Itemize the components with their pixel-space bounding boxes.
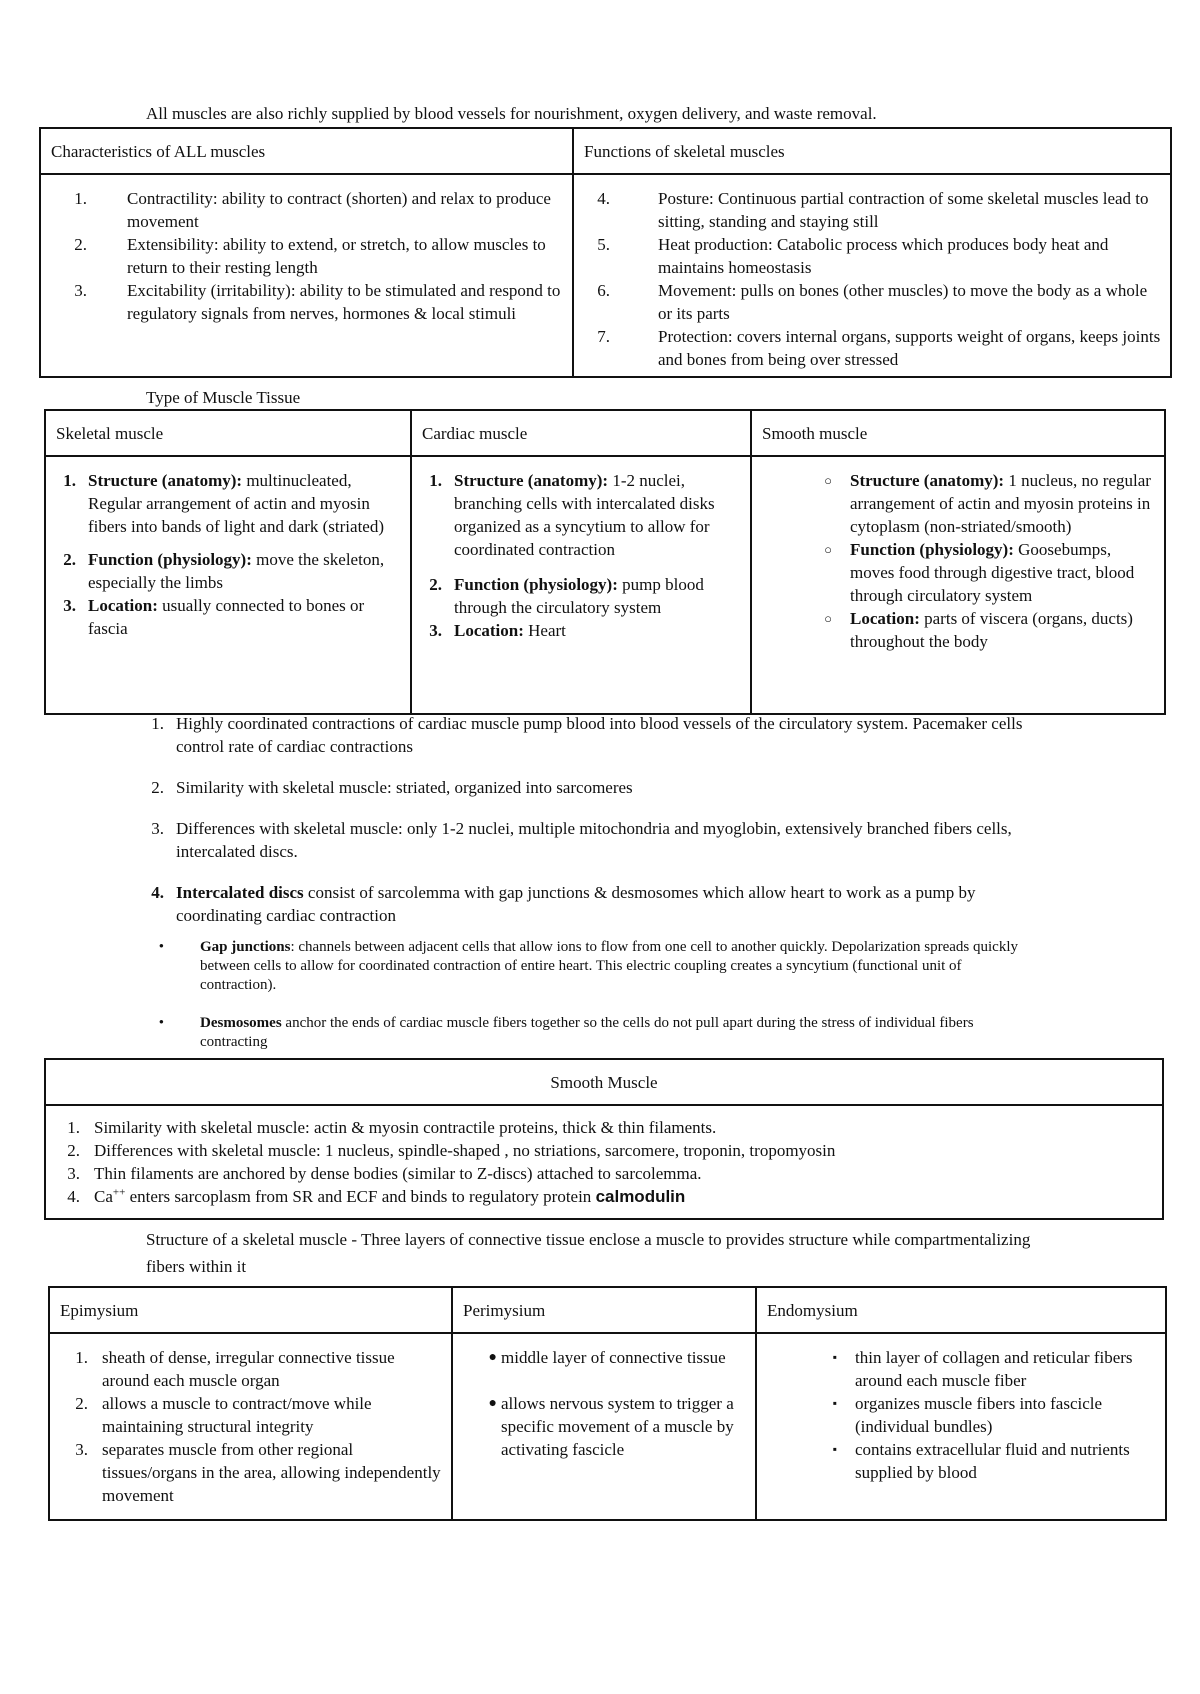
header-characteristics: Characteristics of ALL muscles <box>51 142 266 161</box>
list-item: ▪ contains extracellular fluid and nutrients supplied by blood <box>832 1440 1130 1482</box>
list-item: 3. Differences with skeletal muscle: only 1-2 nuclei, multiple mitochondria and myoglobin, extensively branched fibers cells, intercalated discs. <box>151 819 1012 861</box>
list-item: ○ Location: parts of viscera (organs, ducts) throughout the body <box>824 609 1133 651</box>
intro-text: All muscles are also richly supplied by blood vessels for nourishment, oxygen delivery, and waste removal. <box>146 104 877 123</box>
characteristics-list <box>41 175 572 325</box>
list-item: 1. Structure (anatomy): 1-2 nuclei, branching cells with intercalated disks organized as a syncytium to allow for coordinated contraction <box>429 471 715 559</box>
skeletal-list <box>46 457 410 640</box>
characteristics-functions-table <box>39 127 1172 378</box>
list-item: 2. allows a muscle to contract/move while maintaining structural integrity <box>75 1394 372 1436</box>
header-smooth: Smooth muscle <box>762 424 868 443</box>
perimysium-list <box>453 1334 755 1461</box>
list-item: 3. Excitability (irritability): ability to be stimulated and respond to regulatory signals from nerves, hormones & local stimuli <box>74 281 561 323</box>
list-item: 3. Thin filaments are anchored by dense bodies (similar to Z-discs) attached to sarcolemma. <box>67 1164 702 1183</box>
list-item: ▪ thin layer of collagen and reticular fibers around each muscle fiber <box>832 1348 1133 1390</box>
list-item: 2. Function (physiology): move the skeleton, especially the limbs <box>63 550 385 592</box>
list-item: ● allows nervous system to trigger a specific movement of a muscle by activating fascicle <box>488 1394 734 1459</box>
list-item: 1. Similarity with skeletal muscle: actin & myosin contractile proteins, thick & thin filaments. <box>67 1118 717 1137</box>
list-item: 5. Heat production: Catabolic process which produces body heat and maintains homeostasis <box>597 235 1109 277</box>
list-item: ▪ organizes muscle fibers into fascicle (individual bundles) <box>832 1394 1103 1436</box>
functions-list <box>574 175 1170 371</box>
smooth-muscle-table <box>44 1058 1164 1220</box>
cardiac-list <box>412 457 750 642</box>
list-item: ● middle layer of connective tissue <box>488 1348 726 1367</box>
endomysium-list <box>757 1334 1165 1484</box>
list-item: • Gap junctions: channels between adjacent cells that allow ions to flow from one cell to another quickly. Depolarization spreads quickly between cells to allow for coordinated contraction of entire heart. This electric coupling creates a syncytium (functional unit of contraction). <box>158 939 1018 993</box>
list-item: 2. Function (physiology): pump blood through the circulatory system <box>429 575 704 617</box>
list-item: 2. Similarity with skeletal muscle: striated, organized into sarcomeres <box>151 778 633 797</box>
cardiac-notes-list <box>140 712 1060 927</box>
list-item: 1. Contractility: ability to contract (shorten) and relax to produce movement <box>74 189 551 231</box>
list-item: 7. Protection: covers internal organs, supports weight of organs, keeps joints and bones from being over stressed <box>597 327 1161 369</box>
list-item: 3. separates muscle from other regional tissues/organs in the area, allowing independently movement <box>75 1440 441 1505</box>
list-item: 4. Intercalated discs consist of sarcolemma with gap junctions & desmosomes which allow heart to work as a pump by coordinating cardiac contraction <box>151 883 976 925</box>
list-item: 4. Ca++ enters sarcoplasm from SR and ECF and binds to regulatory protein calmodulin <box>67 1186 686 1206</box>
header-skeletal: Skeletal muscle <box>56 424 164 443</box>
smooth-list <box>752 457 1164 653</box>
list-item: 1. sheath of dense, irregular connective tissue around each muscle organ <box>75 1348 395 1390</box>
list-item: 2. Extensibility: ability to extend, or stretch, to allow muscles to return to their resting length <box>74 235 546 277</box>
header-functions: Functions of skeletal muscles <box>584 142 785 161</box>
epimysium-list <box>50 1334 451 1507</box>
type-of-muscle-heading: Type of Muscle Tissue <box>146 388 301 407</box>
header-endomysium: Endomysium <box>767 1301 858 1320</box>
header-epimysium: Epimysium <box>60 1301 139 1320</box>
list-item: 1. Highly coordinated contractions of cardiac muscle pump blood into blood vessels of the circulatory system. Pacemaker cells control rate of cardiac contractions <box>151 714 1023 756</box>
smooth-muscle-title: Smooth Muscle <box>550 1073 658 1092</box>
header-perimysium: Perimysium <box>463 1301 546 1320</box>
list-item: 3. Location: usually connected to bones or fascia <box>63 596 365 638</box>
list-item: • Desmosomes anchor the ends of cardiac muscle fibers together so the cells do not pull apart during the stress of individual fibers contracting <box>158 1015 974 1050</box>
connective-tissue-table <box>48 1286 1167 1521</box>
structure-heading: Structure of a skeletal muscle - Three layers of connective tissue enclose a muscle to provides structure while compartmentalizing fibers within it <box>146 1230 1031 1276</box>
muscle-tissue-table <box>44 409 1166 715</box>
junction-bullets <box>150 938 1030 1052</box>
list-item: ○ Function (physiology): Goosebumps, moves food through digestive tract, blood through circulatory system <box>824 540 1135 605</box>
list-item: 6. Movement: pulls on bones (other muscles) to move the body as a whole or its parts <box>597 281 1148 323</box>
list-item: 4. Posture: Continuous partial contraction of some skeletal muscles lead to sitting, standing and staying still <box>597 189 1149 231</box>
list-item: 3. Location: Heart <box>429 621 566 640</box>
list-item: ○ Structure (anatomy): 1 nucleus, no regular arrangement of actin and myosin proteins in cytoplasm (non-striated/smooth) <box>824 471 1151 536</box>
header-cardiac: Cardiac muscle <box>422 424 528 443</box>
list-item: 2. Differences with skeletal muscle: 1 nucleus, spindle-shaped , no striations, sarcomere, troponin, tropomyosin <box>67 1141 836 1160</box>
smooth-muscle-list <box>46 1106 1162 1208</box>
list-item: 1. Structure (anatomy): multinucleated, Regular arrangement of actin and myosin fibers into bands of light and dark (striated) <box>63 471 385 536</box>
